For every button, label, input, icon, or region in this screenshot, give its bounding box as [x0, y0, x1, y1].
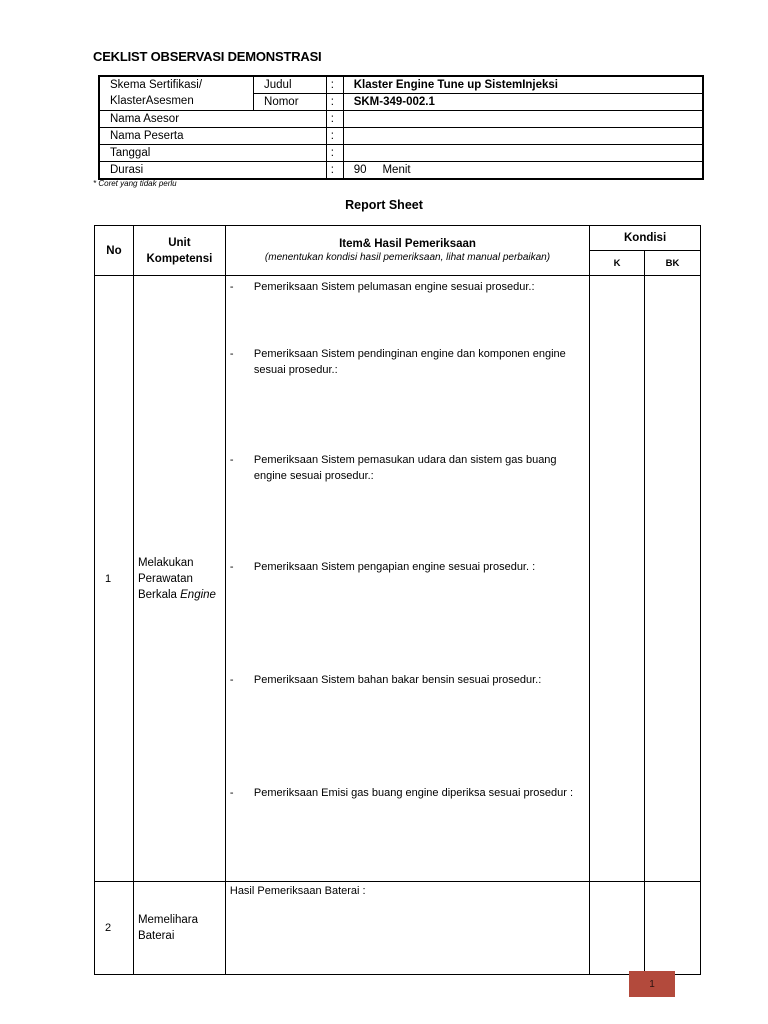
- items-cell: [225, 882, 589, 975]
- kondisi-bk-cell[interactable]: [645, 276, 701, 882]
- list-item: [230, 346, 575, 378]
- header-unit-line1: Unit: [168, 236, 191, 249]
- info-row-peserta: [99, 128, 703, 145]
- bullet-dash: -: [229, 787, 234, 799]
- header-unit-line2: Kompetensi: [146, 252, 213, 265]
- list-item: [230, 672, 575, 688]
- document-title: CEKLIST OBSERVASI DEMONSTRASI: [93, 49, 322, 64]
- colon: :: [326, 94, 343, 111]
- item-text: Pemeriksaan Sistem bahan bakar bensin sesuai prosedur.:: [253, 674, 542, 686]
- kondisi-k-cell[interactable]: [590, 882, 645, 975]
- info-row-tanggal: [99, 145, 703, 162]
- row-number: 2: [95, 882, 134, 975]
- unit-kompetensi: [133, 882, 225, 975]
- kondisi-k-cell[interactable]: [590, 276, 645, 882]
- report-header-row: [95, 226, 701, 251]
- table-row: [95, 276, 701, 882]
- unit-kompetensi: [133, 276, 225, 882]
- durasi-label: Durasi: [99, 162, 326, 180]
- report-sheet-title: Report Sheet: [345, 198, 423, 212]
- unit-line: Melakukan: [137, 556, 194, 569]
- item-text: Pemeriksaan Sistem pemasukan udara dan sistem gas buang engine sesuai prosedur.:: [253, 454, 557, 482]
- item-text: Pemeriksaan Emisi gas buang engine diperiksa sesuai prosedur :: [253, 787, 574, 799]
- unit-line: Berkala: [137, 588, 181, 601]
- item-text: Pemeriksaan Sistem pelumasan engine sesuai prosedur.:: [253, 281, 535, 293]
- item-text: Pemeriksaan Sistem pendinginan engine dan komponen engine sesuai prosedur.:: [253, 348, 566, 376]
- header-item-title: Item& Hasil Pemeriksaan: [339, 237, 476, 250]
- header-unit: [133, 226, 225, 276]
- list-item: [230, 279, 575, 295]
- header-no: No: [95, 226, 134, 276]
- info-row-skema-1: [99, 76, 703, 94]
- identity-table: [98, 75, 704, 180]
- durasi-value: 90 Menit: [343, 162, 703, 180]
- nomor-label: Nomor: [254, 94, 327, 111]
- tanggal-value[interactable]: [343, 145, 703, 162]
- header-item: [225, 226, 589, 276]
- header-k: K: [590, 251, 645, 276]
- bullet-dash: -: [229, 674, 234, 686]
- info-row-asesor: [99, 111, 703, 128]
- tanggal-label: Tanggal: [99, 145, 326, 162]
- item-text: Pemeriksaan Sistem pengapian engine sesuai prosedur. :: [253, 561, 536, 573]
- bullet-dash: -: [229, 454, 234, 466]
- colon: :: [326, 128, 343, 145]
- nama-asesor-value[interactable]: [343, 111, 703, 128]
- colon: :: [326, 162, 343, 180]
- colon: :: [326, 111, 343, 128]
- nama-peserta-label: Nama Peserta: [99, 128, 326, 145]
- report-sheet-table: [94, 225, 701, 975]
- battery-result-label: Hasil Pemeriksaan Baterai :: [229, 885, 366, 897]
- unit-line-italic: Engine: [180, 588, 216, 601]
- header-item-subtitle: (menentukan kondisi hasil pemeriksaan, lihat manual perbaikan): [264, 251, 551, 263]
- klaster-label: KlasterAsesmen: [99, 94, 254, 111]
- header-bk: BK: [645, 251, 701, 276]
- colon: :: [326, 76, 343, 94]
- info-row-skema-2: [99, 94, 703, 111]
- skema-label: Skema Sertifikasi/: [99, 76, 254, 94]
- unit-line: Perawatan: [137, 572, 193, 585]
- nama-asesor-label: Nama Asesor: [99, 111, 326, 128]
- list-item: [230, 452, 575, 484]
- info-row-durasi: [99, 162, 703, 180]
- judul-label: Judul: [254, 76, 327, 94]
- unit-line: Memelihara: [137, 914, 199, 926]
- list-item: [230, 785, 575, 801]
- unit-line: Baterai: [137, 930, 175, 942]
- judul-value: Klaster Engine Tune up SistemInjeksi: [343, 76, 703, 94]
- kondisi-bk-cell[interactable]: [645, 882, 701, 975]
- colon: :: [326, 145, 343, 162]
- bullet-dash: -: [229, 348, 234, 360]
- list-item: [230, 559, 575, 575]
- footnote: * Coret yang tidak perlu: [93, 179, 177, 188]
- nomor-value: SKM-349-002.1: [343, 94, 703, 111]
- items-cell: [225, 276, 589, 882]
- bullet-dash: -: [229, 561, 234, 573]
- nama-peserta-value[interactable]: [343, 128, 703, 145]
- table-row: [95, 882, 701, 975]
- row-number: 1: [95, 276, 134, 882]
- bullet-dash: -: [229, 281, 234, 293]
- header-kondisi: Kondisi: [590, 226, 701, 251]
- page-number-badge: 1: [629, 971, 675, 997]
